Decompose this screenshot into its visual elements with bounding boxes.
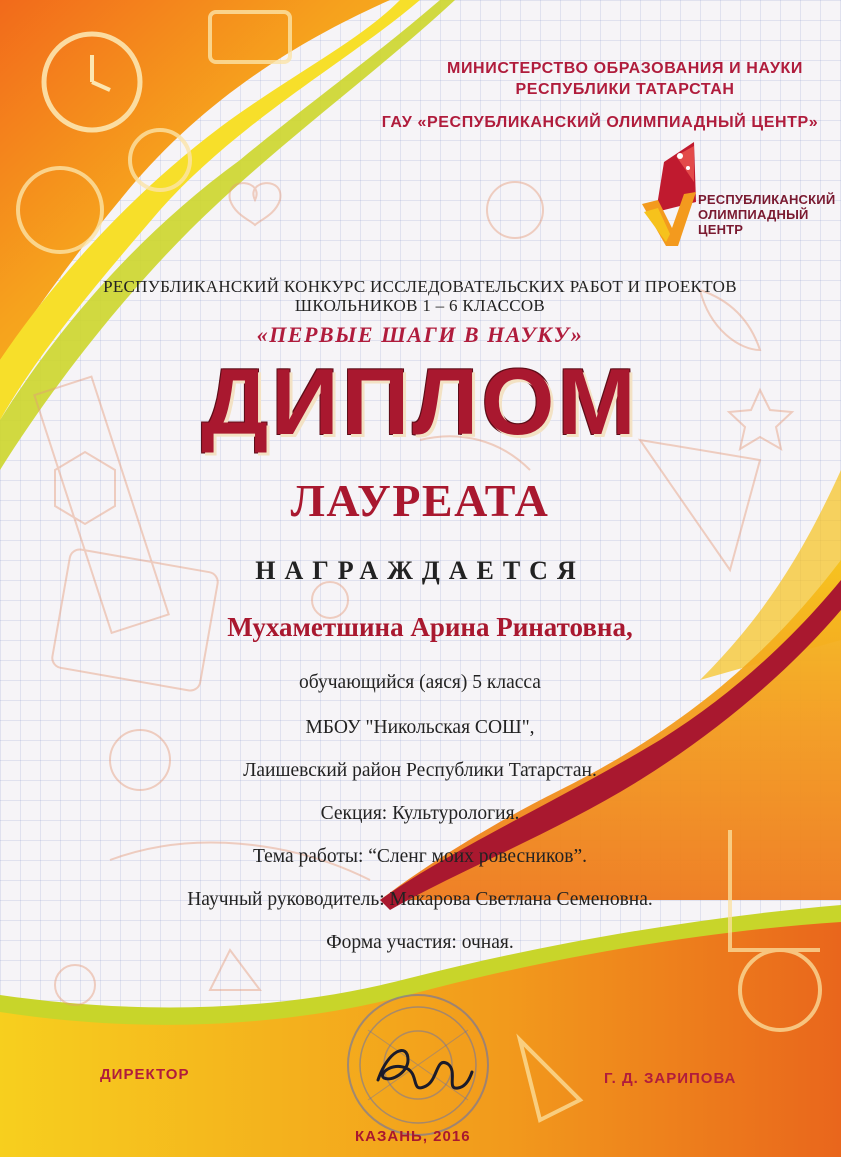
recipient-topic: Тема работы: “Сленг моих ровесников”. — [252, 846, 588, 867]
director-name: Г. Д. ЗАРИПОВА — [604, 1070, 737, 1087]
logo-line-3: ЦЕНТР — [698, 222, 744, 237]
diploma-title: ДИПЛОМ — [201, 349, 639, 454]
contest-line-1: РЕСПУБЛИКАНСКИЙ КОНКУРС ИССЛЕДОВАТЕЛЬСКИХ РАБОТ И ПРОЕКТОВ — [103, 277, 737, 296]
logo-line-1: РЕСПУБЛИКАНСКИЙ — [698, 192, 836, 207]
awarded-label: НАГРАЖДАЕТСЯ — [255, 556, 585, 585]
recipient-supervisor: Научный руководитель: Макарова Светлана Семеновна. — [187, 889, 653, 910]
organization-heading: ГАУ «РЕСПУБЛИКАНСКИЙ ОЛИМПИАДНЫЙ ЦЕНТР» — [381, 114, 819, 131]
logo-line-2: ОЛИМПИАДНЫЙ — [698, 207, 809, 222]
recipient-name: Мухаметшина Арина Ринатовна, — [227, 612, 633, 642]
ministry-line-2: РЕСПУБЛИКИ ТАТАРСТАН — [515, 81, 735, 98]
recipient-grade: обучающийся (аяся) 5 класса — [299, 672, 541, 693]
contest-line-2: ШКОЛЬНИКОВ 1 – 6 КЛАССОВ — [294, 296, 546, 315]
olympiad-center-logo — [636, 142, 836, 252]
ministry-line-1: МИНИСТЕРСТВО ОБРАЗОВАНИЯ И НАУКИ — [447, 60, 803, 77]
recipient-district: Лаишевский район Республики Татарстан. — [243, 760, 597, 781]
diploma-subtitle: ЛАУРЕАТА — [290, 475, 550, 526]
recipient-section: Секция: Культурология. — [320, 803, 520, 824]
ministry-heading — [380, 58, 841, 100]
recipient-participation: Форма участия: очная. — [326, 932, 514, 953]
contest-name: «ПЕРВЫЕ ШАГИ В НАУКУ» — [256, 322, 584, 347]
contest-description — [40, 277, 800, 315]
recipient-school: МБОУ "Никольская СОШ", — [305, 717, 535, 738]
director-signature — [370, 1040, 480, 1100]
director-label: ДИРЕКТОР — [100, 1066, 190, 1083]
logo-text — [698, 192, 835, 237]
city-year: КАЗАНЬ, 2016 — [355, 1128, 471, 1145]
